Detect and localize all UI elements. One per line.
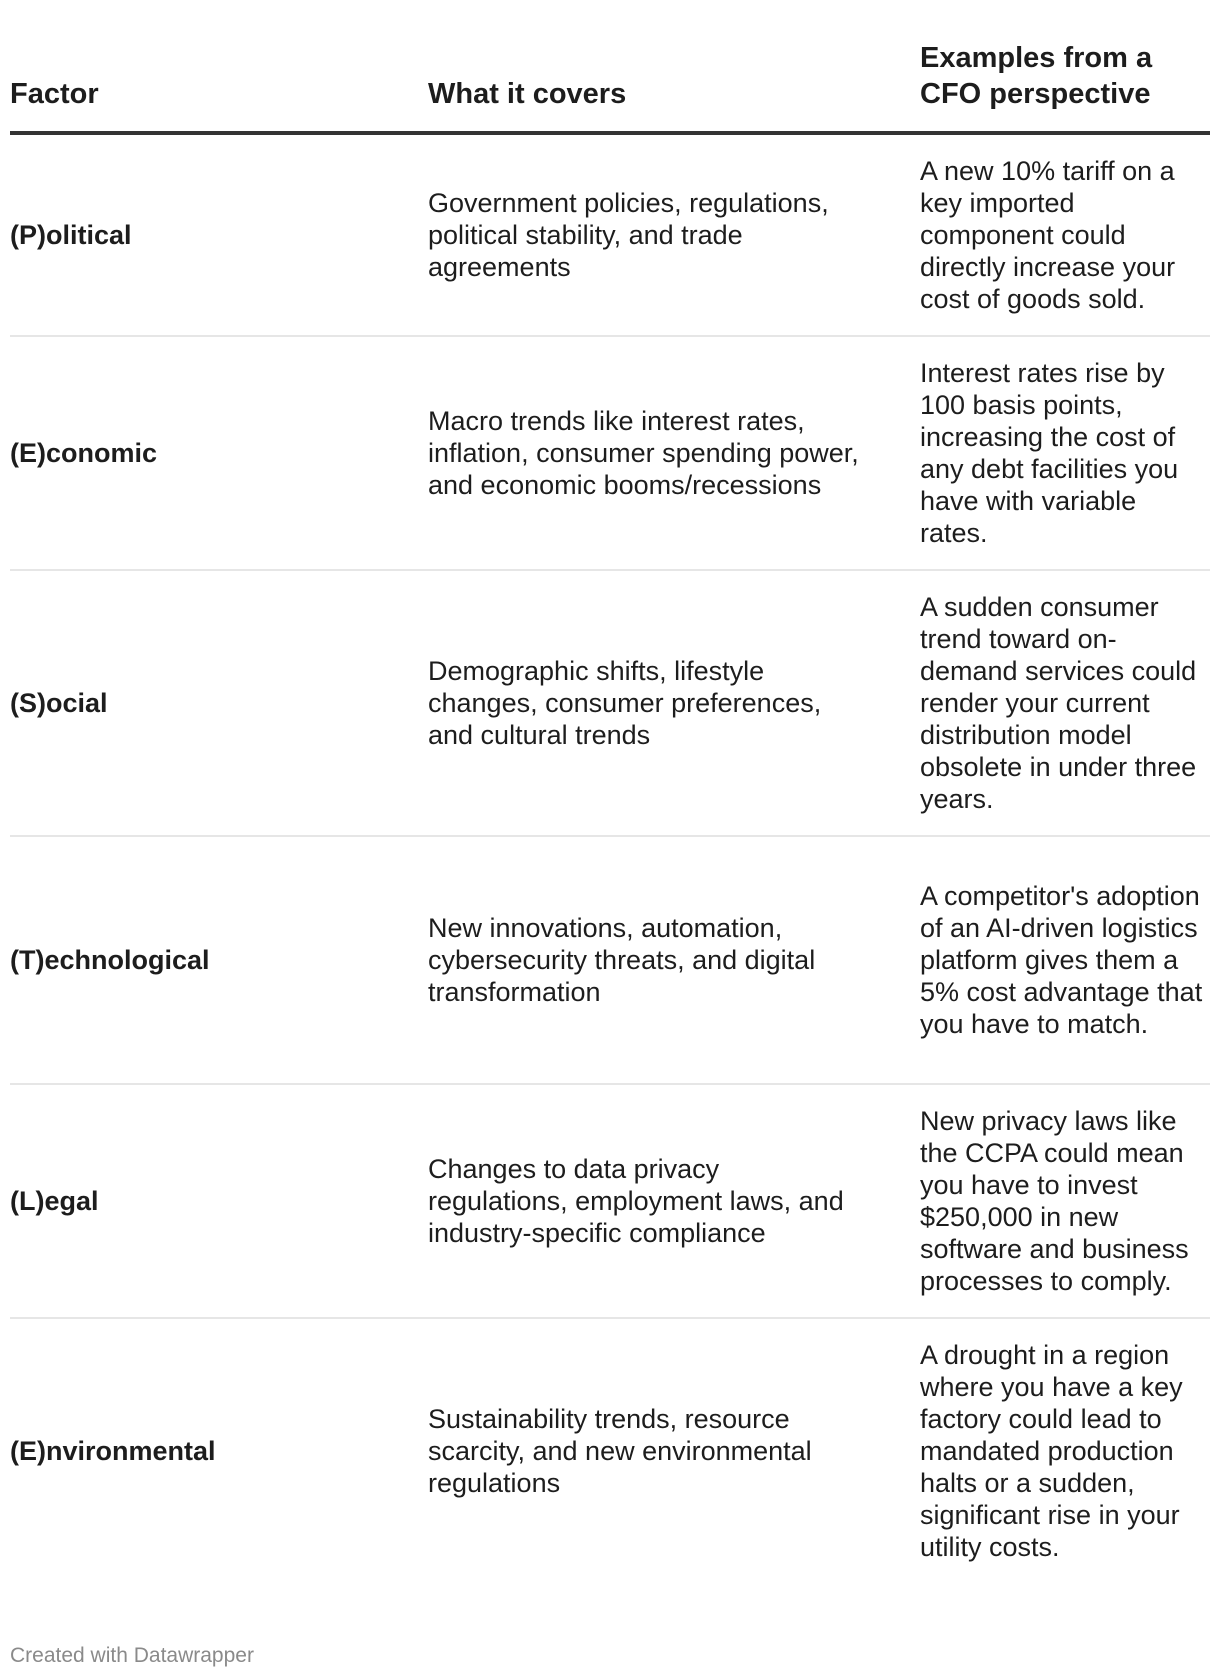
covers-cell: Government policies, regulations, political stability, and trade agreements [428, 133, 920, 336]
datawrapper-credit[interactable]: Created with Datawrapper [10, 1644, 254, 1667]
header-covers[interactable]: What it covers [428, 40, 920, 133]
header-examples[interactable]: Examples from a CFO perspective [920, 40, 1210, 133]
covers-cell: Demographic shifts, lifestyle changes, consumer preferences, and cultural trends [428, 570, 920, 836]
example-cell: A drought in a region where you have a key factory could lead to mandated production halts or a sudden, significant rise in your utility costs. [920, 1340, 1183, 1562]
example-cell: Interest rates rise by 100 basis points, increasing the cost of any debt facilities you have with variable rates. [920, 336, 1210, 570]
table-body [10, 133, 1210, 1583]
table-row [10, 133, 1210, 336]
table-row [10, 1318, 1210, 1583]
factor-cell: (T)echnological [10, 836, 428, 1084]
covers-cell: Changes to data privacy regulations, employment laws, and industry-specific compliance [428, 1084, 920, 1318]
table-header [10, 40, 1210, 133]
example-cell: New privacy laws like the CCPA could mean you have to invest $250,000 in new software and business processes to comply. [920, 1084, 1210, 1318]
factor-cell: (E)conomic [10, 336, 428, 570]
covers-cell: New innovations, automation, cybersecurity threats, and digital transformation [428, 836, 920, 1084]
pestle-table-container [10, 40, 1210, 1583]
example-cell: A competitor's adoption of an AI-driven logistics platform gives them a 5% cost advantage that you have to match. [920, 836, 1210, 1084]
covers-cell: Macro trends like interest rates, inflation, consumer spending power, and economic booms/recessions [428, 336, 920, 570]
example-cell: A new 10% tariff on a key imported component could directly increase your cost of goods sold. [920, 133, 1210, 336]
factor-cell: (E)nvironmental [10, 1436, 216, 1466]
factor-cell: (S)ocial [10, 570, 428, 836]
factor-cell: (L)egal [10, 1084, 428, 1318]
table-row [10, 336, 1210, 570]
pestle-table [10, 40, 1210, 1583]
factor-cell: (P)olitical [10, 133, 428, 336]
header-factor[interactable]: Factor [10, 40, 428, 133]
example-cell: A sudden consumer trend toward on-demand services could render your current distribution model obsolete in under three years. [920, 570, 1210, 836]
table-row [10, 570, 1210, 836]
table-row [10, 1084, 1210, 1318]
table-row [10, 836, 1210, 1084]
header-row [10, 40, 1210, 133]
covers-cell: Sustainability trends, resource scarcity, and new environmental regulations [428, 1404, 812, 1498]
